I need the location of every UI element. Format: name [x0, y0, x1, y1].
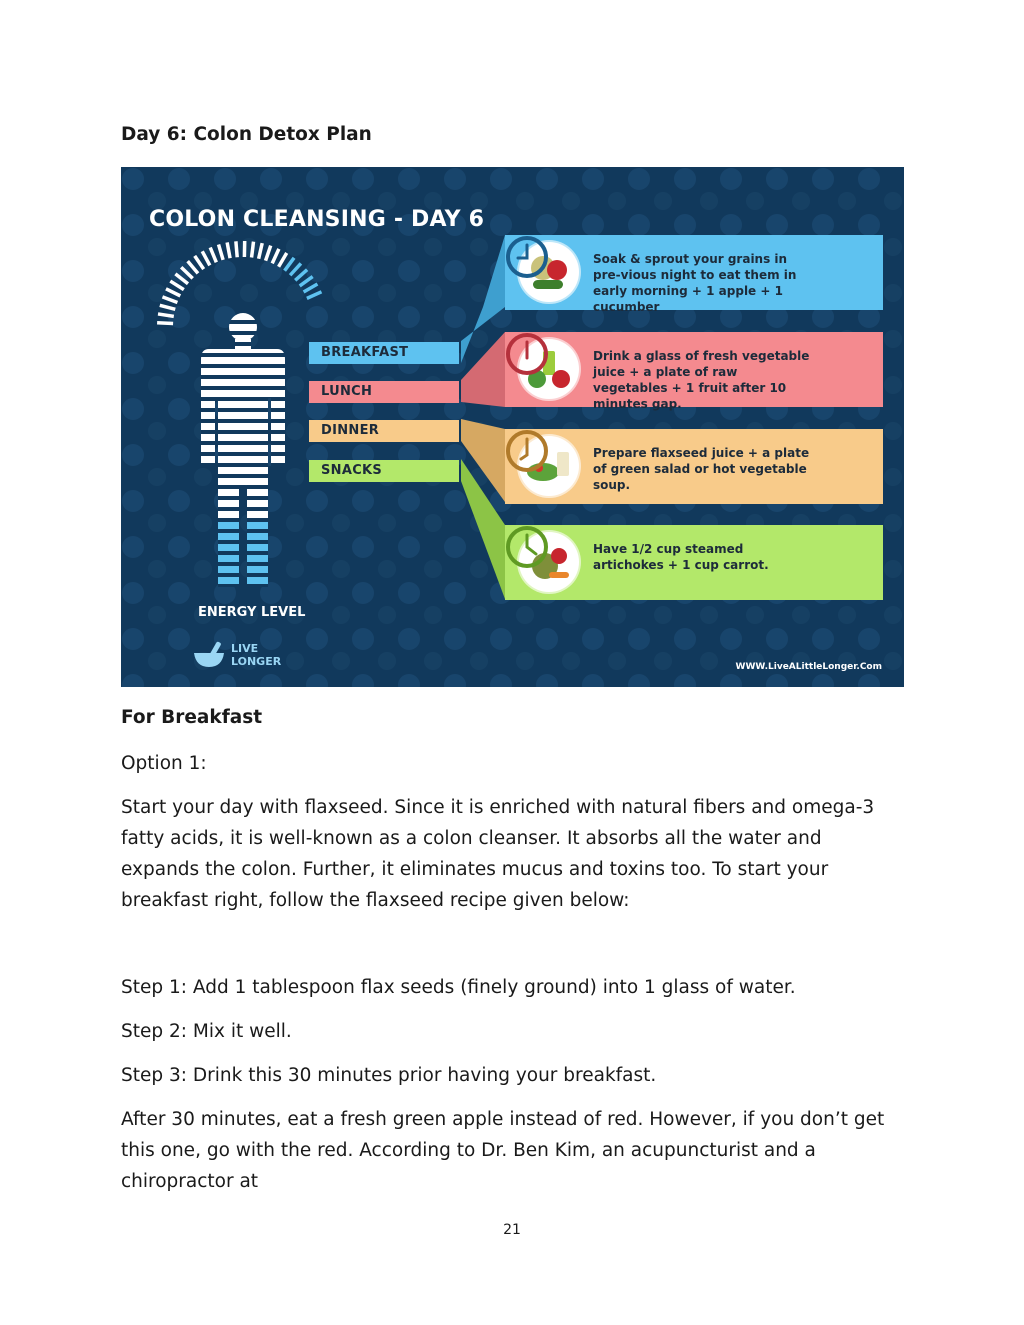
body-stripe [191, 401, 291, 408]
mortar-pestle-icon [191, 639, 229, 673]
body-stripe [191, 390, 291, 397]
meal-panel-snacks [505, 525, 883, 600]
meal-panel-lunch [505, 332, 883, 411]
body-stripe [191, 434, 291, 441]
body-stripe [191, 423, 291, 430]
breakfast-heading: For Breakfast [121, 707, 263, 728]
energy-level-label: ENERGY LEVEL [198, 605, 306, 620]
energy-tick [236, 241, 237, 257]
meal-description-breakfast: Soak & sprout your grains in pre-vious night to eat them in early morning + 1 apple + 1 cucumber [593, 252, 797, 314]
intro-paragraph: Start your day with flaxseed. Since it is enriched with natural fibers and omega-3 fatty acids, it is well-known as a colon cleanser. It absorbs all the water and expands the colon. Further, it eliminates mucus and toxins too. To start your breakfast right, follow the flaxseed recipe given below: [121, 797, 875, 911]
clock-icon [505, 235, 549, 279]
meal-panel-dinner [505, 429, 883, 504]
page-title: Day 6: Colon Detox Plan [121, 124, 372, 145]
meal-label-breakfast: BREAKFAST [309, 342, 459, 364]
step-3: Step 3: Drink this 30 minutes prior having your breakfast. [121, 1065, 657, 1086]
energy-tick [157, 323, 173, 324]
body-stripe [191, 412, 291, 419]
meal-description-dinner: Prepare flaxseed juice + a plate of green salad or hot vegetable soup. [593, 446, 810, 492]
meal-label-dinner: DINNER [309, 420, 459, 442]
page-number: 21 [503, 1222, 521, 1238]
body-stripe [191, 357, 291, 364]
website-url: WWW.LiveALittleLonger.Com [735, 662, 882, 672]
closing-paragraph: After 30 minutes, eat a fresh green apple instead of red. However, if you don’t get this one, go with the red. According to Dr. Ben Kim, an acupuncturist and a chiropractor at [121, 1109, 885, 1192]
logo-line-longer: LONGER [231, 655, 282, 668]
step-1: Step 1: Add 1 tablespoon flax seeds (finely ground) into 1 glass of water. [121, 977, 796, 998]
body-stripe [191, 368, 291, 375]
body-stripe [191, 456, 291, 463]
body-stripe [191, 445, 291, 452]
logo-line-live: LIVE [231, 642, 259, 655]
meal-panel-breakfast [505, 235, 883, 314]
option-label: Option 1: [121, 753, 207, 774]
clock-icon [505, 332, 549, 376]
clock-icon [505, 429, 549, 473]
energy-tick [158, 314, 174, 316]
step-2: Step 2: Mix it well. [121, 1021, 292, 1042]
live-longer-logo [191, 639, 291, 675]
body-stripe [191, 379, 291, 386]
infographic-title: COLON CLEANSING - DAY 6 [149, 207, 485, 232]
meal-label-lunch: LUNCH [309, 381, 459, 403]
meal-description-snacks: Have 1/2 cup steamed artichokes + 1 cup carrot. [593, 542, 769, 572]
meal-description-lunch: Drink a glass of fresh vegetable juice + a plate of raw vegetables + 1 fruit after 10 minutes gap. [593, 349, 810, 411]
clock-icon [505, 525, 549, 569]
energy-tick [252, 242, 254, 258]
meal-label-snacks: SNACKS [309, 460, 459, 482]
colon-cleansing-infographic [121, 167, 904, 687]
